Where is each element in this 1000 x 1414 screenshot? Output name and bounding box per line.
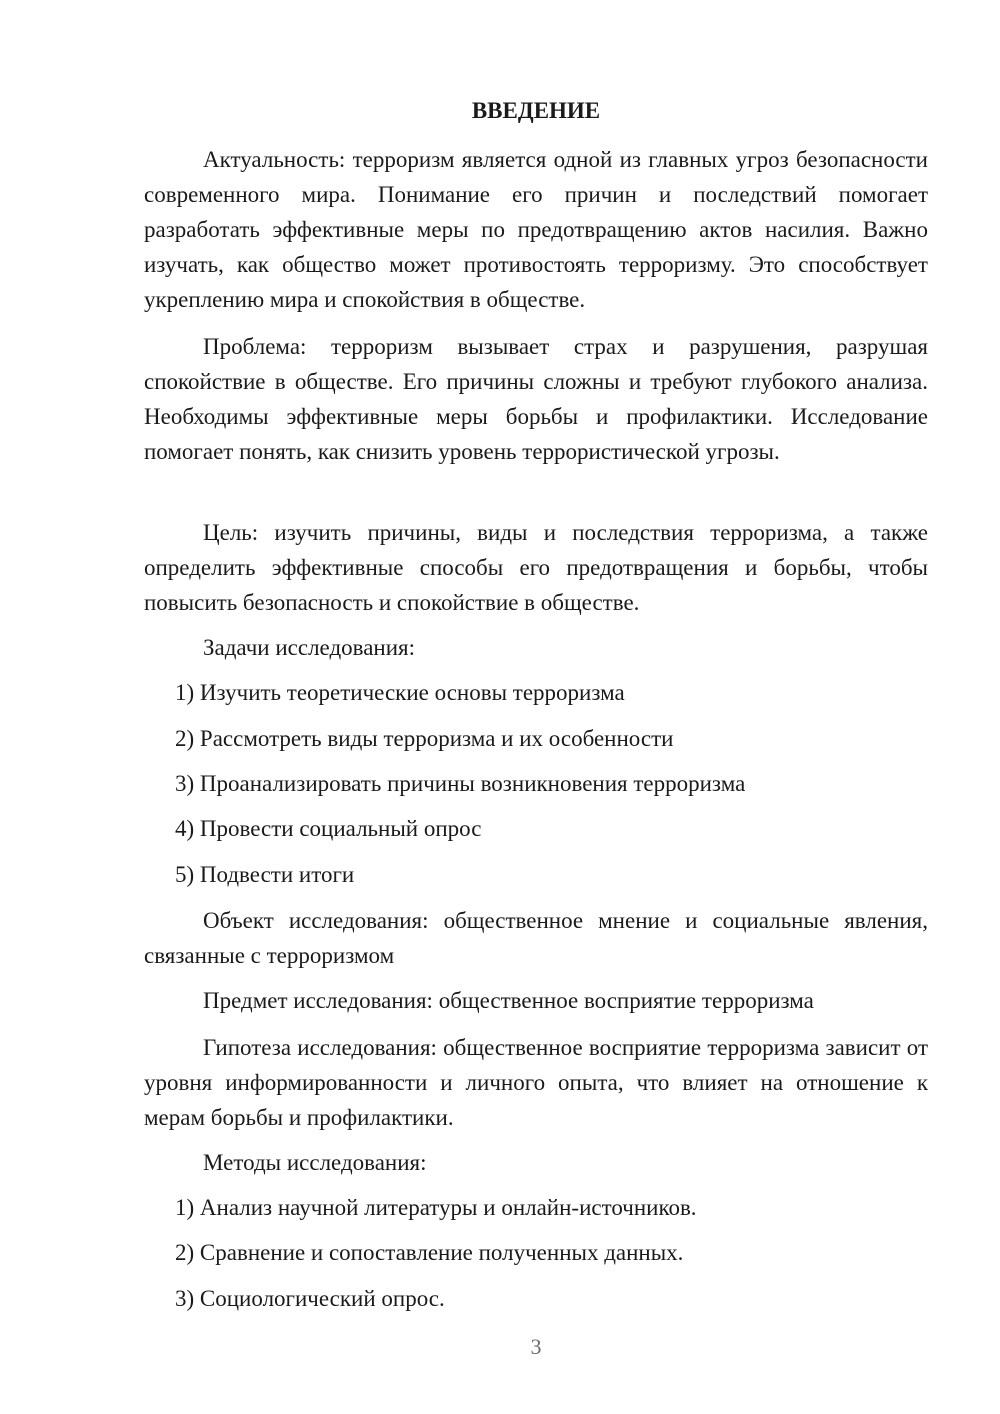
- subject-line: Предмет исследования: общественное восприятие терроризма: [203, 988, 814, 1013]
- section-title: ВВЕДЕНИЕ: [471, 98, 601, 123]
- problem-paragraph: Проблема: терроризм вызывает страх и разрушения, разрушая спокойствие в обществе. Его причины сложны и требуют глубокого анализа. Необходимы эффективные меры борьбы и профилактики. Исследование помогает понять, как снизить уровень террористической угрозы.: [144, 334, 928, 464]
- method-item: 2) Сравнение и сопоставление полученных данных.: [175, 1240, 684, 1265]
- object-paragraph: Объект исследования: общественное мнение и социальные явления, связанные с терроризмом: [144, 908, 928, 968]
- task-item: 1) Изучить теоретические основы терроризма: [175, 680, 625, 705]
- hypothesis-paragraph: Гипотеза исследования: общественное восприятие терроризма зависит от уровня информированности и личного опыта, что влияет на отношение к мерам борьбы и профилактики.: [144, 1035, 928, 1130]
- tasks-heading: Задачи исследования:: [203, 635, 416, 660]
- method-item: 3) Социологический опрос.: [175, 1286, 445, 1311]
- task-item: 2) Рассмотреть виды терроризма и их особенности: [175, 726, 674, 751]
- relevance-paragraph: Актуальность: терроризм является одной из главных угроз безопасности современного мира. Понимание его причин и последствий помогает разработать эффективные меры по предотвращению актов насилия. Важно изучать, как общество может противостоять терроризму. Это способствует укреплению мира и спокойствия в обществе.: [144, 147, 928, 312]
- task-item: 5) Подвести итоги: [175, 862, 355, 887]
- page-number: 3: [530, 1334, 542, 1359]
- method-item: 1) Анализ научной литературы и онлайн-источников.: [175, 1195, 697, 1220]
- methods-heading: Методы исследования:: [203, 1150, 427, 1175]
- task-item: 3) Проанализировать причины возникновения терроризма: [175, 771, 746, 796]
- task-item: 4) Провести социальный опрос: [175, 816, 482, 841]
- goal-paragraph: Цель: изучить причины, виды и последствия терроризма, а также определить эффективные способы его предотвращения и борьбы, чтобы повысить безопасность и спокойствие в обществе.: [144, 520, 928, 615]
